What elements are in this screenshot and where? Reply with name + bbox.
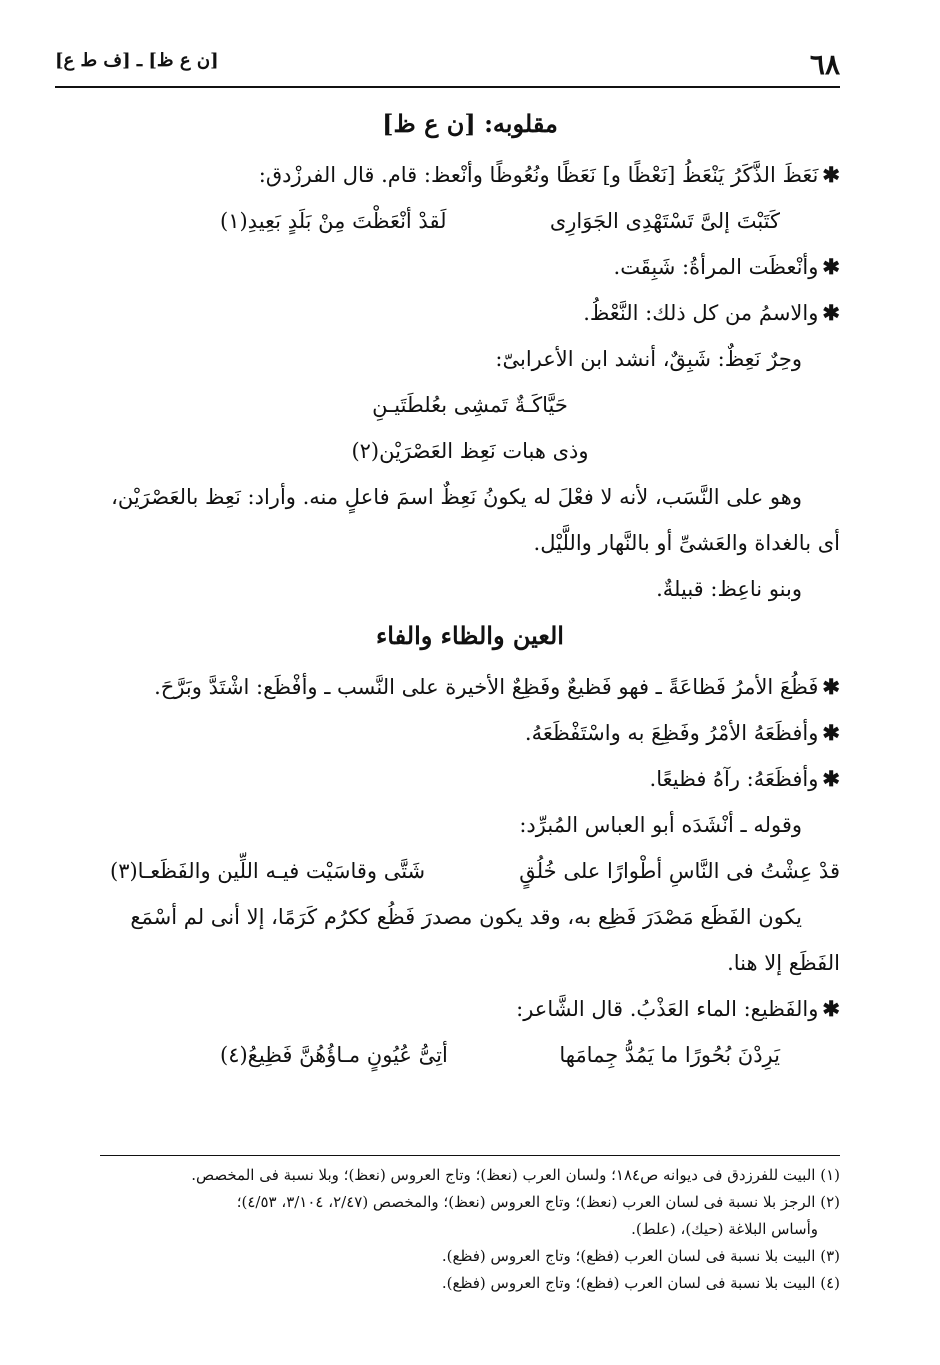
- paragraph-line: يكون الفَظَع مَصْدَرَ فَظِع به، وقد يكون مصدرَ فَظُع ككرُم كَرَمًا، إلا أنى لم أسْمَع: [130, 905, 802, 929]
- verse-hemistich-first: يَرِدْنَ بُحُورًا ما يَمُدُّ جِمامَها: [559, 1043, 780, 1067]
- paragraph-line: وقوله ـ أنْشَدَه أبو العباس المُبرِّد:: [519, 813, 802, 837]
- footnote: (٤) البيت بلا نسبة فى لسان العرب (فظع)؛ وتاج العروس (فظع).: [441, 1274, 840, 1292]
- entry-line: ✱وأفظَعَهُ: رآهُ فظيعًا.: [649, 766, 840, 791]
- entry-line: ✱وأفظَعَهُ الأمْرُ وفَظِعَ به واسْتَفْظَعَهُ.: [524, 720, 840, 745]
- verse-hemistich-first: قدْ عِشْتُ فى النَّاسِ أطْوارًا على خُلُقٍ: [519, 859, 840, 883]
- section-heading-2: العين والظاء والفاء: [376, 621, 564, 650]
- verse-line: حَيَّاكَـةٌ تَمشِى بعُلطَتَيـنِ: [372, 393, 568, 417]
- entry-star-icon: ✱: [822, 674, 840, 699]
- entry-line: ✱نَعَظَ الذَّكَرُ يَنْعَظُ [نَعْظًا و] نَعَظًا ونُعُوظًا وأنْعظ: قام. قال الفرزْدق:: [258, 162, 840, 187]
- verse-line: وذى هبات نَعِظ العَصْرَيْن(٢): [351, 439, 589, 463]
- running-head: [55, 48, 840, 80]
- entry-star-icon: ✱: [822, 996, 840, 1021]
- entry-star-icon: ✱: [822, 766, 840, 791]
- footnote-rule: [100, 1155, 840, 1156]
- page-body: [100, 100, 840, 1078]
- entry-line: ✱والفَظيع: الماء العَذْبُ. قال الشَّاعر:: [516, 996, 840, 1021]
- running-head-label: [ن ع ظ] ـ [ف ط ع]: [55, 50, 219, 71]
- entry-star-icon: ✱: [822, 162, 840, 187]
- verse-line: [100, 198, 840, 244]
- entry-star-icon: ✱: [822, 720, 840, 745]
- header-rule: [55, 86, 840, 88]
- page-number: ٦٨: [809, 48, 840, 81]
- verse-line: [100, 1032, 840, 1078]
- paragraph-line: وهو على النَّسَب، لأنه لا فعْلَ له يكونُ نَعِظٌ اسمَ فاعلٍ منه. وأراد: نَعِظ بالعَصْرَيْن،: [111, 485, 802, 509]
- entry-line: ✱وأنْعظَت المرأةُ: شَبِقَت.: [613, 254, 840, 279]
- footnote-continuation: وأساس البلاغة (حيك)، (علط).: [631, 1220, 818, 1238]
- paragraph-line: الفَظَع إلا هنا.: [727, 951, 840, 975]
- verse-hemistich-second: أتِىُّ عُيُونٍ مـاؤُهُنَّ فَظِيعُ(٤): [220, 1043, 448, 1067]
- footnote: (١) البيت للفرزدق فى ديوانه ص١٨٤؛ ولسان العرب (نعظ)؛ وتاج العروس (نعظ)؛ وبلا نسبة فى المخصص.: [191, 1166, 840, 1184]
- entry-star-icon: ✱: [822, 254, 840, 279]
- entry-star-icon: ✱: [822, 300, 840, 325]
- verse-line: [100, 848, 840, 894]
- paragraph-line: أى بالغداة والعَشىِّ أو بالنَّهار واللَّيْل.: [533, 531, 840, 555]
- verse-hemistich-first: كَتَبْتَ إلىَّ تَسْتَهْدِى الجَوَارِى: [549, 209, 780, 233]
- footnote: (٢) الرجز بلا نسبة فى لسان العرب (نعظ)؛ وتاج العروس (نعظ)؛ والمخصص (٢/٤٧، ٣/١٠٤، ٤/٥٣)؛: [236, 1193, 840, 1211]
- entry-line: ✱فَظُعَ الأمرُ فَظاعَةً ـ فهو فَظيعٌ وفَظِعٌ الأخيرة على النَّسب ـ وأفْظَع: اشْتَدَّ وبَرَّحَ.: [154, 674, 840, 699]
- paragraph-line: وبنو ناعِظ: قبيلةٌ.: [656, 577, 802, 601]
- footnotes: [100, 1162, 840, 1297]
- paragraph-line: وحِرٌ نَعِظٌ: شَبِقٌ، أنشد ابن الأعرابىّ:: [495, 347, 802, 371]
- verse-hemistich-second: شَتَّى وقاسَيْت فيـه اللِّين والفَظَعـا(٣): [110, 859, 426, 883]
- section-heading-1: مقلوبه: [ن ع ظ]: [382, 109, 558, 138]
- verse-hemistich-second: لَقدْ أنْعَظْتَ مِنْ بَلَدٍ بَعِيدِ(١): [220, 209, 447, 233]
- footnote: (٣) البيت بلا نسبة فى لسان العرب (فظع)؛ وتاج العروس (فظع).: [441, 1247, 840, 1265]
- entry-line: ✱والاسمُ من كل ذلك: النَّعْظُ.: [583, 300, 840, 325]
